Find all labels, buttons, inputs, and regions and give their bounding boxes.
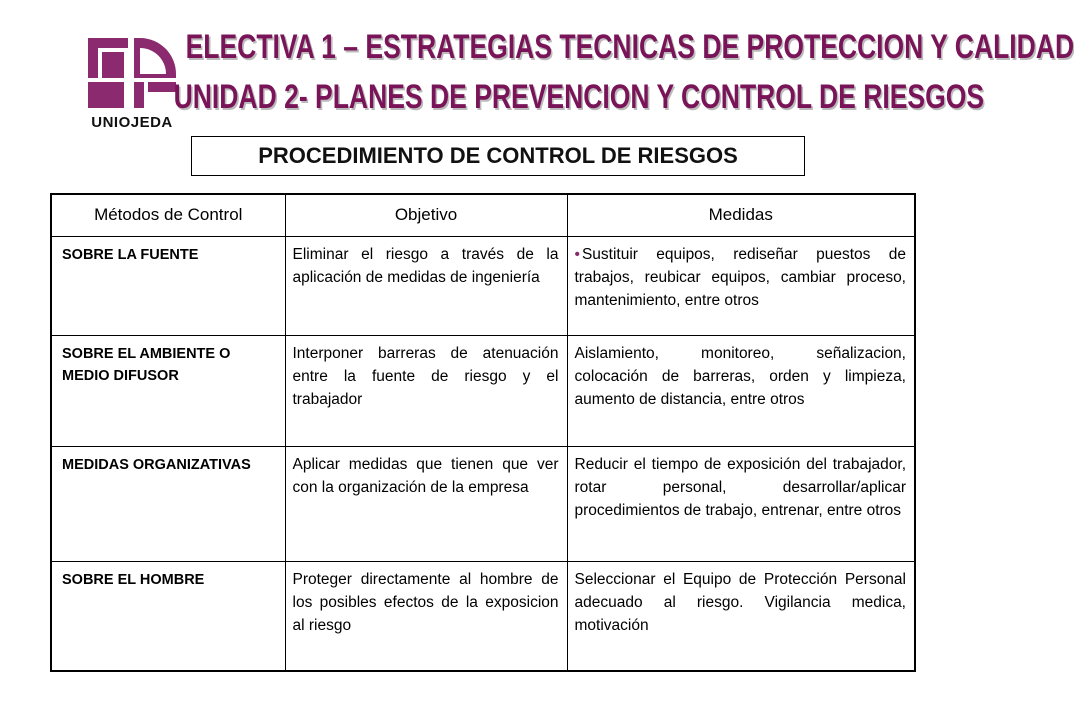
header-measures: Medidas xyxy=(567,194,915,236)
table-row xyxy=(51,561,915,671)
bullet-icon: • xyxy=(574,245,580,263)
table-row xyxy=(51,446,915,561)
unit-title: UNIDAD 2- PLANES DE PREVENCION Y CONTROL DE RIESGOS xyxy=(173,78,985,116)
table-row xyxy=(51,236,915,335)
objective-cell: Proteger directamente al hombre de los posibles efectos de la exposicion al riesgo xyxy=(285,561,567,671)
measures-cell: Reducir el tiempo de exposición del trabajador, rotar personal, desarrollar/aplicar procedimientos de trabajo, entrenar, entre otros xyxy=(567,446,915,561)
objective-cell: Interponer barreras de atenuación entre la fuente de riesgo y el trabajador xyxy=(285,335,567,446)
measures-cell: Aislamiento, monitoreo, señalizacion, colocación de barreras, orden y limpieza, aumento de distancia, entre otros xyxy=(567,335,915,446)
measures-text: Sustituir equipos, rediseñar puestos de trabajos, reubicar equipos, cambiar proceso, mantenimiento, entre otros xyxy=(574,245,906,309)
logo-text: UNIOJEDA xyxy=(91,114,173,131)
control-methods-table xyxy=(50,193,916,672)
procedure-title: PROCEDIMIENTO DE CONTROL DE RIESGOS xyxy=(191,136,805,176)
measures-cell: Seleccionar el Equipo de Protección Personal adecuado al riesgo. Vigilancia medica, motivación xyxy=(567,561,915,671)
table-row xyxy=(51,335,915,446)
measures-cell xyxy=(567,236,915,335)
objective-cell: Aplicar medidas que tienen que ver con la organización de la empresa xyxy=(285,446,567,561)
header-methods: Métodos de Control xyxy=(51,194,285,236)
logo-mark-icon xyxy=(82,34,182,114)
objective-cell: Eliminar el riesgo a través de la aplicación de medidas de ingeniería xyxy=(285,236,567,335)
method-cell: SOBRE EL AMBIENTE O MEDIO DIFUSOR xyxy=(51,335,285,446)
method-cell: MEDIDAS ORGANIZATIVAS xyxy=(51,446,285,561)
header-objective: Objetivo xyxy=(285,194,567,236)
method-cell: SOBRE LA FUENTE xyxy=(51,236,285,335)
course-title: ELECTIVA 1 – ESTRATEGIAS TECNICAS DE PROTECCION Y CALIDAD xyxy=(185,28,1074,66)
table-header-row xyxy=(51,194,915,236)
method-cell: SOBRE EL HOMBRE xyxy=(51,561,285,671)
